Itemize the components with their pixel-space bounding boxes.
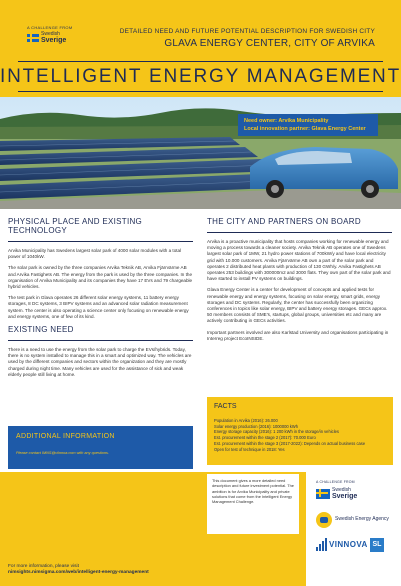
challenge-from-label: A CHALLENGE FROM: [316, 480, 355, 484]
main-title: INTELLIGENT ENERGY MANAGEMENT: [0, 66, 401, 87]
energy-agency-icon: [316, 512, 332, 528]
paragraph: Important partners involved are also Karlstad University and organisations participating in Interreg project EcoINSIDE.: [207, 329, 389, 341]
document-note-box: [207, 474, 299, 534]
location-title: GLAVA ENERGY CENTER, CITY OF ARVIKA: [164, 38, 375, 49]
section-divider: [8, 241, 193, 242]
swedish-flag-icon: [27, 34, 39, 42]
section-divider: [8, 340, 193, 341]
header-divider-bottom: [18, 91, 383, 92]
right-column: [207, 217, 392, 347]
logo-text: Swedish: [332, 487, 351, 493]
fact-item: Solar energy production (2016): 1000000 kWh: [214, 423, 298, 429]
header-divider-top: [18, 61, 383, 62]
more-info: [8, 564, 149, 576]
footer-band: [0, 472, 401, 586]
paragraph: Arvika is a proactive municipality that hosts companies working for renewable energy and moving a process towards a cleaner society. Arvika Teknik AB operates one of Swedens largest solar park of 1MW, 21 hydro power stations of 700kW/y and have local electricity grid with 10.000 customers. Arvika Fjärrvärme AB own a part of the solar park and operates 2 distributed heat plants with production of 130 GWh/y. Arvika Fastighets AB operates 253 buildings with 300000m2 and 3000 flats. They own part of the solar park and have started to install PV systems on buildings.: [207, 239, 391, 282]
sweden-logo-line2: Sverige: [41, 37, 67, 44]
fact-item: Energy storage capacity (2016): 1 200 kWh in the storage/in vehicles: [214, 429, 339, 435]
paragraph: Glava Energy Center is a center for development of concepts and applied tests for renewable energy and energy systems, focusing on solar energy, smart grids, energy storages and DC systems. Regularly, the center has successfully been organizing conferences in topics like solar energy, BIPV and battery energy storages. GECs approx. 50 members consists of SME's, startups, global groups, universities etc and many are actively contributing in GECs activities.: [207, 287, 388, 324]
contact-text[interactable]: Please contact IMNS@viinnoa.com with any questions.: [16, 451, 109, 455]
document-subtitle: DETAILED NEED AND FUTURE POTENTIAL DESCRIPTION FOR SWEDISH CITY: [119, 28, 375, 35]
challenge-label: A CHALLENGE FROM: [27, 25, 73, 30]
sl-icon: SL: [370, 538, 384, 552]
fact-item: Open for test of technique in 2018: Yes: [214, 446, 285, 452]
document-note-text: This document gives a more detailed need description and future investment potential. The ambition is for Arvika Municipality and private solutions that come from the Intelligent Energy Management Challenge.: [212, 478, 294, 505]
additional-info-heading: ADDITIONAL INFORMATION: [16, 433, 115, 440]
paragraph: Arvika Municipality has Swedens largest solar park of 4000 solar modules with a total power of 1040kW.: [8, 248, 182, 260]
innovation-partner-text: Local innovation partner: Glava Energy Center: [244, 126, 366, 132]
vinnova-bars-icon: [316, 538, 327, 551]
left-column: [8, 217, 193, 383]
sl-logo: [370, 538, 384, 552]
swedish-flag-icon: [316, 489, 330, 499]
sweden-sverige-logo: [316, 488, 357, 500]
additional-info-box: [8, 426, 193, 469]
partner-logos: [306, 472, 401, 586]
fact-item: Population in Arvika (2016): 26.000: [214, 418, 278, 423]
vinnova-logo: [316, 538, 368, 551]
section-divider: [207, 232, 392, 233]
fact-item: Est. procurement within the stage 2 (2017): 70.000 Euro: [214, 435, 316, 441]
need-owner-text: Need owner: Arvika Municipality: [244, 118, 329, 124]
logo-text: Sverige: [332, 493, 358, 500]
paragraph: The solar park is owned by the three companies Arvika Teknik AB, Arvika Fjärrvärme AB and Arvika Fastighets AB. The energy from the park is used by the three companies. In the organisation of Arvika Municipality and its companies they have 17 EVs and 79 chargeable hybrid vehicles.: [8, 265, 193, 290]
hero-caption-box: [238, 114, 378, 136]
energy-agency-logo: [316, 512, 389, 528]
logo-text: Swedish Energy Agency: [335, 516, 389, 523]
sweden-logo-line1: Swedish: [41, 31, 60, 37]
city-partners-heading: THE CITY AND PARTNERS ON BOARD: [207, 217, 361, 226]
paragraph: There is a need to use the energy from the solar park to charge the EVs/hybrids. Today, there is no system installed to manage this in a smart and optimized way. The vehicles are used by the different companies and sectors within the organization and they are mostly charged during night time. Many vehicles are used for the assistance of sick and weak elderly people still living at home.: [8, 347, 192, 377]
hero-photo: [0, 97, 401, 209]
existing-need-heading: EXISTING NEED: [8, 325, 74, 335]
facts-heading: FACTS: [214, 403, 237, 410]
logo-text: VINNOVA: [329, 540, 368, 549]
more-info-label: For more information, please visit: [8, 564, 79, 569]
paragraph: The test park in Glava operates 26 different solar energy systems, 11 battery energy storages, 8 DC systems, 3 BIPV systems and an advanced solar radiation measurement system. The center is also operating a science center only focusing on renewable energy and energy systems, one of few of its kind.: [8, 295, 189, 319]
fact-item: Est. procurement within the stage 3 (2017-2022): Depends on actual business case: [214, 440, 366, 446]
facts-box: [207, 397, 393, 465]
physical-place-heading: PHYSICAL PLACE AND EXISTING TECHNOLOGY: [8, 217, 143, 235]
sweden-logo: [27, 32, 66, 44]
more-info-link[interactable]: nimsights.nimsigma.com/web/intelligent-energy-management: [8, 570, 149, 575]
